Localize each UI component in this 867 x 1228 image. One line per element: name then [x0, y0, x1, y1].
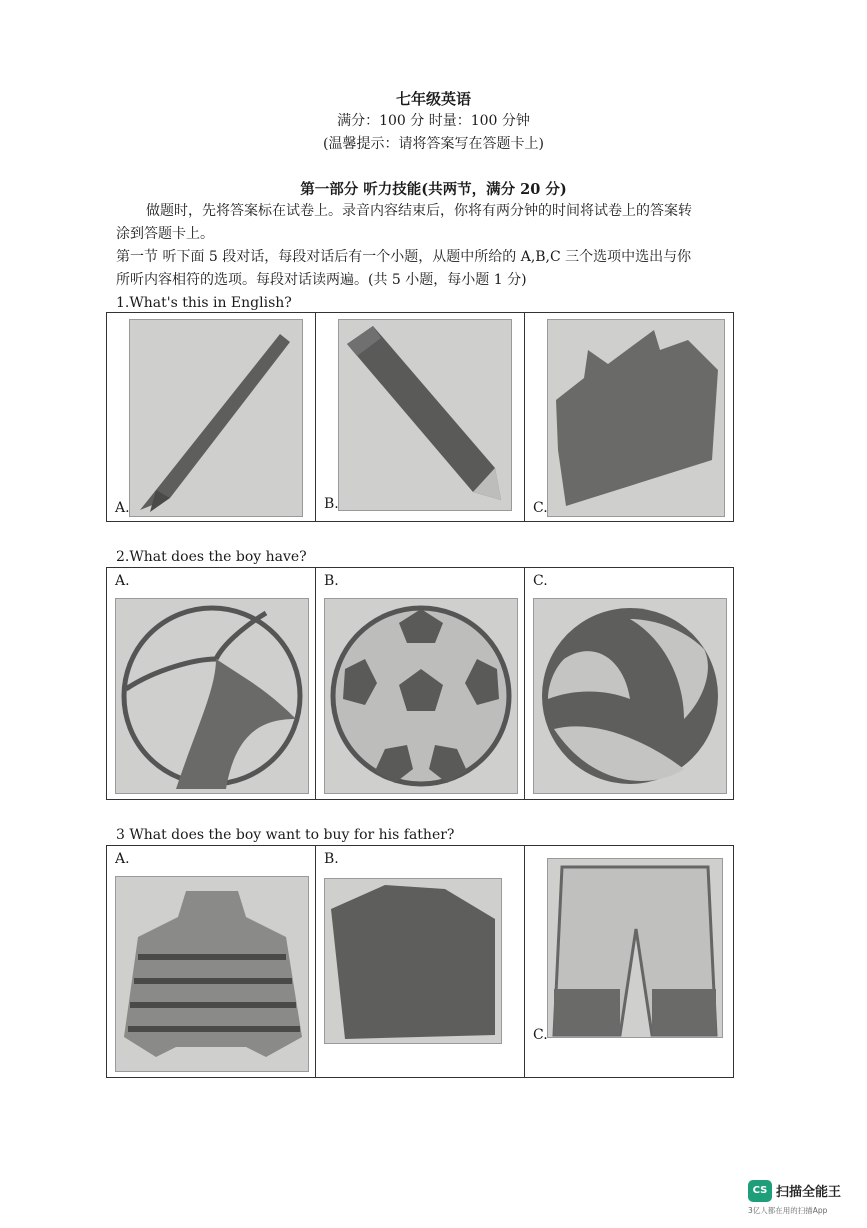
- q2-option-a[interactable]: [107, 568, 316, 799]
- volleyball-icon: [533, 598, 727, 794]
- watermark-sub: 3亿人都在用的扫描App: [748, 1206, 828, 1215]
- scanner-watermark: [748, 1178, 858, 1218]
- q2-option-c-label: C.: [533, 573, 548, 589]
- q3-option-c-label: C.: [533, 1027, 548, 1043]
- question-1-text: 1.What's this in English?: [116, 295, 292, 311]
- q3-option-a-label: A.: [115, 851, 130, 867]
- q1-option-b[interactable]: [316, 313, 525, 521]
- pencil-case-icon: [547, 319, 725, 517]
- question-1-options: [106, 312, 734, 522]
- section1-line-2: 所听内容相符的选项。每段对话读两遍。(共 5 小题，每小题 1 分): [116, 272, 527, 288]
- question-2-text: 2.What does the boy have?: [116, 549, 307, 565]
- q1-option-b-label: B.: [324, 496, 339, 512]
- q2-option-c[interactable]: [525, 568, 733, 799]
- q1-option-a-label: A.: [115, 500, 130, 516]
- exam-title: 七年级英语: [395, 90, 471, 108]
- section1-line-1: 第一节 听下面 5 段对话，每段对话后有一个小题，从题中所给的 A,B,C 三个选项中选出与你: [116, 249, 692, 265]
- q1-option-c-label: C.: [533, 500, 548, 516]
- question-2-options: [106, 567, 734, 800]
- shirt-icon: [324, 878, 502, 1044]
- q3-option-c[interactable]: [525, 846, 733, 1077]
- soccer-ball-icon: [324, 598, 518, 794]
- sweater-icon: [115, 876, 309, 1072]
- watermark-name: 扫描全能王: [776, 1185, 842, 1200]
- tip-line: (温馨提示：请将答案写在答题卡上): [323, 136, 544, 152]
- pencil-icon: [338, 319, 512, 511]
- pen-icon: [129, 319, 303, 517]
- question-3-options: [106, 845, 734, 1078]
- q1-option-c[interactable]: [525, 313, 733, 521]
- instruction-line-2: 涂到答题卡上。: [116, 226, 214, 242]
- q3-option-b[interactable]: [316, 846, 525, 1077]
- part-heading: 第一部分 听力技能(共两节，满分 20 分): [300, 181, 567, 198]
- question-3-text: 3 What does the boy want to buy for his father?: [116, 827, 455, 843]
- instruction-line-1: 做题时，先将答案标在试卷上。录音内容结束后，你将有两分钟的时间将试卷上的答案转: [146, 203, 692, 219]
- q3-option-a[interactable]: [107, 846, 316, 1077]
- trousers-icon: [547, 858, 723, 1038]
- q2-option-a-label: A.: [115, 573, 130, 589]
- q2-option-b[interactable]: [316, 568, 525, 799]
- q1-option-a[interactable]: [107, 313, 316, 521]
- score-time-line: 满分：100 分 时量：100 分钟: [337, 113, 530, 129]
- beach-ball-icon: [115, 598, 309, 794]
- q2-option-b-label: B.: [324, 573, 339, 589]
- q3-option-b-label: B.: [324, 851, 339, 867]
- camscanner-logo-icon: CS: [748, 1180, 772, 1202]
